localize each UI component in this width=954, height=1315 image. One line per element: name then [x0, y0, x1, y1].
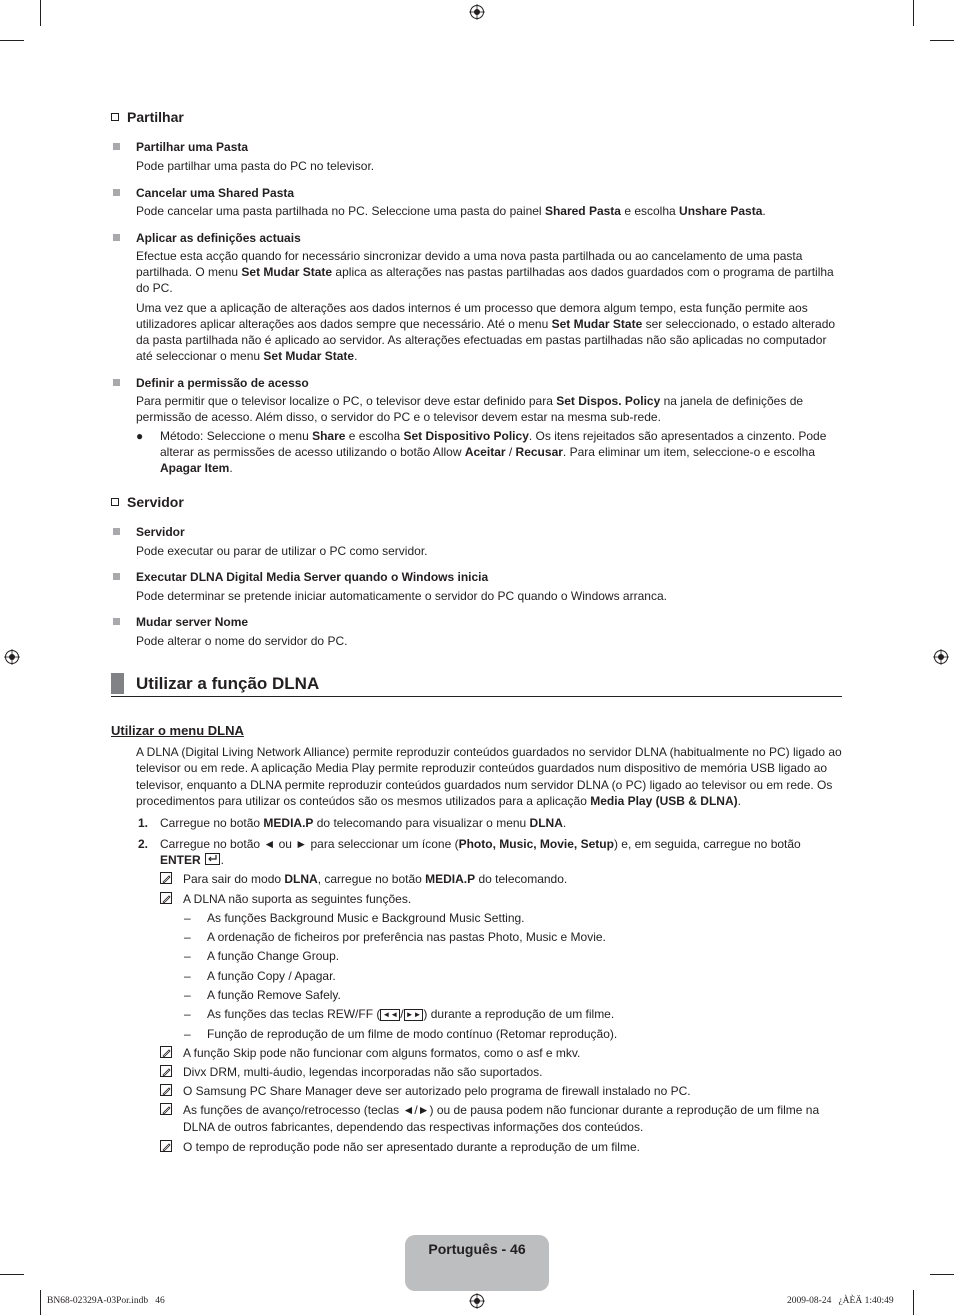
item-text: Pode partilhar uma pasta do PC no televisor. — [136, 159, 375, 173]
item-text: Efectue esta acção quando for necessário sincronizar devido a uma nova pasta partilhada ou ao cancelamento de uma pasta partilhada. O menu Set Mudar State aplica as alterações nas pastas partilhadas aos dados guardados com o programa de partilha do PC. — [136, 249, 834, 295]
square-bullet-icon — [113, 528, 120, 535]
bullet-text: Método: Seleccione o menu Share e escolha Set Dispositivo Policy. Os itens rejeitados são apresentados a cinzento. Pode alterar as permissões de acesso utilizando o botão Allow Aceitar / Recusar. Para eliminar um item, seleccione-o e escolha Apagar Item. — [160, 429, 827, 475]
note-text: Divx DRM, multi-áudio, legendas incorporadas não são suportados. — [183, 1065, 543, 1079]
item-text: Pode determinar se pretende iniciar automaticamente o servidor do PC quando o Windows arranca. — [136, 589, 667, 603]
item-title: Mudar server Nome — [136, 615, 249, 629]
enter-icon — [205, 853, 220, 865]
item-text: Pode alterar o nome do servidor do PC. — [136, 634, 348, 648]
note-icon — [160, 872, 172, 884]
chapter-heading-text: Utilizar a função DLNA — [136, 674, 320, 693]
item-text: Pode cancelar uma pasta partilhada no PC. Seleccione uma pasta do painel Shared Pasta e escolha Unshare Pasta. — [136, 204, 766, 218]
square-bullet-icon — [113, 573, 120, 580]
note-icon — [160, 1140, 172, 1152]
subsection-heading: Utilizar o menu DLNA — [111, 723, 244, 738]
note-icon — [160, 1084, 172, 1096]
print-slug-left: BN68-02329A-03Por.indb 46 — [47, 1296, 165, 1306]
section-heading-text: Servidor — [127, 494, 184, 510]
note-text: A DLNA não suporta as seguintes funções. — [183, 892, 412, 906]
step-text: Carregue no botão ◄ ou ► para seleccionar um ícone (Photo, Music, Movie, Setup) e, em seguida, carregue no botão ENTER . — [160, 837, 801, 867]
intro-paragraph: A DLNA (Digital Living Network Alliance) permite reproduzir conteúdos guardados no servidor DLNA (habitualmente no PC) ligado ao televisor ou em rede. A aplicação Media Play permite reproduzir conteúdos guardados num dispositivo de memória USB ligado ao televisor, enquanto a DLNA permite reproduzir conteúdos guardados num servidor DLNA (o PC) ligado ao televisor ou em rede. Os procedimentos para utilizar os conteúdos são os mesmos utilizados para a aplicação Media Play (USB & DLNA). — [136, 745, 842, 808]
step-number: 1. — [138, 816, 149, 830]
item-title: Aplicar as definições actuais — [136, 231, 301, 245]
square-bullet-icon — [113, 143, 120, 150]
note-icon — [160, 1065, 172, 1077]
item-title: Executar DLNA Digital Media Server quando o Windows inicia — [136, 570, 489, 584]
note-icon — [160, 1046, 172, 1058]
note-text: As funções de avanço/retrocesso (teclas ◄/►) ou de pausa podem não funcionar durante a reprodução de um filme na DLNA de outros fabricantes, dependendo das respectivas informações dos conteúdos. — [183, 1103, 820, 1134]
section-heading-partilhar — [111, 109, 184, 125]
note-text: O Samsung PC Share Manager deve ser autorizado pelo programa de firewall instalado no PC. — [183, 1084, 691, 1098]
note-icon — [160, 1103, 172, 1115]
square-bullet-icon — [113, 234, 120, 241]
item-title: Definir a permissão de acesso — [136, 376, 309, 390]
chapter-heading — [111, 673, 842, 697]
checkbox-bullet-icon — [111, 498, 119, 506]
item-text: Para permitir que o televisor localize o PC, o televisor deve estar definido para Set Dispos. Policy na janela de definições de permissão de acesso. Além disso, o servidor do PC e o televisor devem estar na mesma sub-rede. — [136, 394, 804, 424]
item-title: Cancelar uma Shared Pasta — [136, 186, 295, 200]
rewind-icon: ◄◄ — [382, 1010, 399, 1019]
square-bullet-icon — [113, 189, 120, 196]
fast-forward-icon: ►► — [405, 1010, 422, 1019]
square-bullet-icon — [113, 379, 120, 386]
note-text: O tempo de reprodução pode não ser apresentado durante a reprodução de um filme. — [183, 1140, 640, 1154]
section-heading-text: Partilhar — [127, 109, 184, 125]
heading-bar — [111, 673, 124, 694]
note-text: A função Skip pode não funcionar com alguns formatos, como o asf e mkv. — [183, 1046, 581, 1060]
item-title: Partilhar uma Pasta — [136, 140, 249, 154]
note-text: Para sair do modo DLNA, carregue no botão MEDIA.P do telecomando. — [183, 872, 568, 886]
item-text: Pode executar ou parar de utilizar o PC como servidor. — [136, 544, 428, 558]
item-title: Servidor — [136, 525, 185, 539]
step-text: Carregue no botão MEDIA.P do telecomando para visualizar o menu DLNA. — [160, 816, 567, 830]
item-text: Uma vez que a aplicação de alterações aos dados internos é um processo que demora algum tempo, esta função permite aos utilizadores aplicar alterações aos dados sempre que necessário. Até o menu Set Mudar State ser seleccionado, o estado alterado da pasta partilhada não é aplicado ao servidor. As alterações efectuadas em pastas partilhadas não são aplicadas no computador até seleccionar o menu Set Mudar State. — [136, 301, 836, 363]
note-icon — [160, 892, 172, 904]
print-slug-right: 2009-08-24 ¿ÀÈÄ 1:40:49 — [787, 1296, 894, 1306]
page-content: Partilhar Partilhar uma Pasta Pode partilhar uma pasta do PC no televisor. Cancelar uma Shared Pasta Pode cancelar uma pasta partilhada no PC. Seleccione uma pasta do painel Shared Pasta e escolha Unshare Pasta. Aplicar as definições actuais Efectue esta acção quando for necessário sincronizar devido a uma nova pasta partilhada ou ao cancelamento de uma pasta partilhada. O menu Set Mudar State aplica as alterações nas pastas partilhadas aos dados guardados com o programa de partilha do PC. Uma vez que a aplicação de alterações aos dados internos é um processo que demora algum tempo, esta função permite aos utilizadores aplicar alterações aos dados sempre que necessário. Até o menu Set Mudar State ser seleccionado, o estado alterado da pasta partilhada não é aplicado ao servidor. As alterações efectuadas em pastas partilhadas não são aplicadas no computador até seleccionar o menu Set Mudar State. Definir a permissão de acesso Para permitir que o televisor localize o PC, o televisor deve estar definido para Set Dispos. Policy na janela de definições de permissão de acesso. Além disso, o servidor do PC e o televisor devem estar na mesma sub-rede. ● Método: Seleccione o menu Share e escolha Set Dispositivo Policy. Os itens rejeitados são apresentados a cinzento. Pode alterar as permissões de acesso utilizando o botão Allow Aceitar / Recusar. Para eliminar um item, seleccione-o e escolha Apagar Item. Servidor Servidor Pode executar ou parar de utilizar o PC como servidor. Executar DLNA Digital Media Server quando o Windows inicia Pode determinar se pretende iniciar automaticamente o servidor do PC quando o Windows arranca. Mudar server Nome Pode alterar o nome do servidor do PC. Utilizar a função DLNA Utilizar o menu DLNA A DLNA (Digital Living Network Alliance) permite reproduzir conteúdos guardados no servidor DLNA (habitualmente no PC) ligado ao televisor ou em rede. A aplicação Media Play permite reproduzir conteúdos guardados num dispositivo de memória USB ligado ao televisor, enquanto a DLNA permite reproduzir conteúdos guardados num servidor DLNA (o PC) ligado ao televisor ou em rede. Os procedimentos para utilizar os conteúdos são os mesmos utilizados para a aplicação Media Play (USB & DLNA). 1. Carregue no botão MEDIA.P do telecomando para visualizar o menu DLNA. 2. Carregue no botão ◄ ou ► para seleccionar um ícone (Photo, Music, Movie, Setup) e, em seguida, carregue no botão ENTER . Para sair do modo DLNA, carregue no botão MEDIA.P do telecomando. A DLNA não suporta as seguintes funções. – As funções Background Music e Background Music Setting. – A ordenação de ficheiros por preferência nas pastas Photo, Music e Movie. – A função Change Group. – A função Copy / Apagar. – A função Remove Safely. – As funções das teclas REW/FF ( ◄◄ / ►► ) durante a reprodução de um filme. – Função de reprodução de um filme de modo contínuo (Retomar reprodução). A função Skip pode não funcionar com alguns formatos, como o asf e mkv. Divx DRM, multi-áudio, legendas incorporadas não são suportados. O Samsung PC Share Manager deve ser autorizado pelo programa de firewall instalado no PC. As funções de avanço/retrocesso (teclas ◄/►) ou de pausa podem não funcionar durante a reprodução de um filme na DLNA de outros fabricantes, dependendo das respectivas informações dos conteúdos. O tempo de reprodução pode não ser apresentado durante a reprodução de um filme. Português - 46 BN68-02329A-03Por.indb 46 2009-08-24 ¿ÀÈÄ 1:40:49 — [47, 109, 894, 1306]
step-number: 2. — [138, 837, 149, 851]
page-number: Português - 46 — [428, 1241, 526, 1257]
square-bullet-icon — [113, 618, 120, 625]
checkbox-bullet-icon — [111, 113, 119, 121]
round-bullet-icon: ● — [136, 429, 144, 443]
section-heading-servidor — [111, 494, 184, 510]
